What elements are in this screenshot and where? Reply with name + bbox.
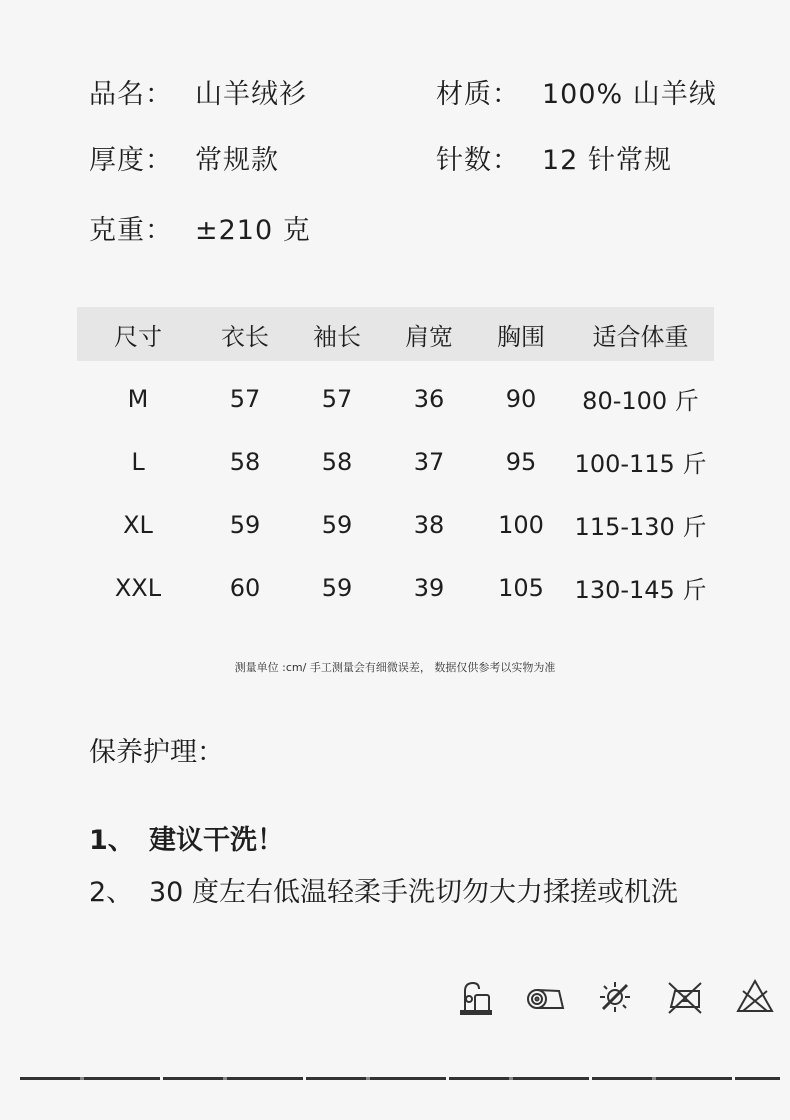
table-cell: 60: [229, 573, 261, 602]
spec-value: ±210 克: [195, 215, 311, 246]
table-cell: 39: [413, 573, 445, 602]
table-cell: 80-100 斤: [582, 387, 699, 415]
care-item-text: 建议干洗！: [149, 825, 284, 856]
table-cell: 115-130 斤: [574, 513, 707, 541]
table-cell: 57: [321, 384, 353, 413]
table-cell: 59: [321, 573, 353, 602]
measurement-note: 测量单位 :cm/ 手工测量会有细微误差， 数据仅供参考以实物为准: [234, 661, 556, 674]
dry-clean-machine-icon: [450, 976, 500, 1018]
table-cell: 90: [505, 384, 537, 413]
header-cell: 适合体重: [592, 322, 689, 351]
table-cell: 59: [321, 510, 353, 539]
spec-value: 100% 山羊绒: [542, 79, 717, 110]
spec-needle-count: [436, 138, 672, 177]
table-cell: 58: [321, 447, 353, 476]
header-cell: 尺寸: [114, 322, 162, 351]
do-not-bleach-icon: [730, 976, 780, 1018]
table-row: [77, 556, 714, 619]
spec-product-name: [89, 72, 307, 111]
table-cell: 57: [229, 384, 261, 413]
table-cell: 38: [413, 510, 445, 539]
bottom-divider: [20, 1077, 780, 1080]
table-cell: 59: [229, 510, 261, 539]
care-icons: [450, 976, 790, 1018]
care-item-number: 1、: [89, 825, 135, 856]
spec-label: 厚度：: [89, 145, 173, 176]
table-row: [77, 493, 714, 556]
spec-material: [436, 72, 717, 111]
spec-label: 针数：: [436, 145, 520, 176]
table-cell: 36: [413, 384, 445, 413]
header-cell: 胸围: [497, 322, 545, 351]
header-cell: 衣长: [221, 322, 269, 351]
spec-value: 山羊绒衫: [195, 79, 307, 110]
spec-value: 12 针常规: [542, 145, 672, 176]
size-table: [77, 307, 714, 619]
spec-label: 材质：: [436, 79, 520, 110]
table-cell: 105: [498, 573, 544, 602]
spec-weight: [89, 208, 311, 247]
table-row: [77, 430, 714, 493]
spec-label: 克重：: [89, 215, 173, 246]
table-cell: M: [127, 384, 149, 413]
care-item: [89, 870, 678, 909]
table-cell: 130-145 斤: [574, 576, 707, 604]
size-table-header: [77, 307, 714, 361]
header-cell: 袖长: [313, 322, 361, 351]
no-sun-icon: [590, 976, 640, 1018]
table-cell: 37: [413, 447, 445, 476]
care-item-number: 2、: [89, 877, 134, 908]
table-row: [77, 367, 714, 430]
care-title: 保养护理：: [89, 737, 224, 768]
spec-value: 常规款: [195, 145, 279, 176]
care-item: [89, 818, 284, 857]
table-cell: 100: [498, 510, 544, 539]
spec-label: 品名：: [89, 79, 173, 110]
table-cell: L: [131, 447, 145, 476]
header-cell: 肩宽: [405, 322, 453, 351]
table-cell: 58: [229, 447, 261, 476]
table-cell: 100-115 斤: [574, 450, 707, 478]
do-not-iron-icon: [660, 976, 710, 1018]
table-cell: XL: [123, 510, 153, 539]
table-cell: XXL: [114, 573, 162, 602]
roll-towel-icon: [520, 976, 570, 1018]
table-cell: 95: [505, 447, 537, 476]
spec-thickness: [89, 138, 279, 177]
care-item-text: 30 度左右低温轻柔手洗切勿大力揉搓或机洗: [149, 877, 678, 908]
